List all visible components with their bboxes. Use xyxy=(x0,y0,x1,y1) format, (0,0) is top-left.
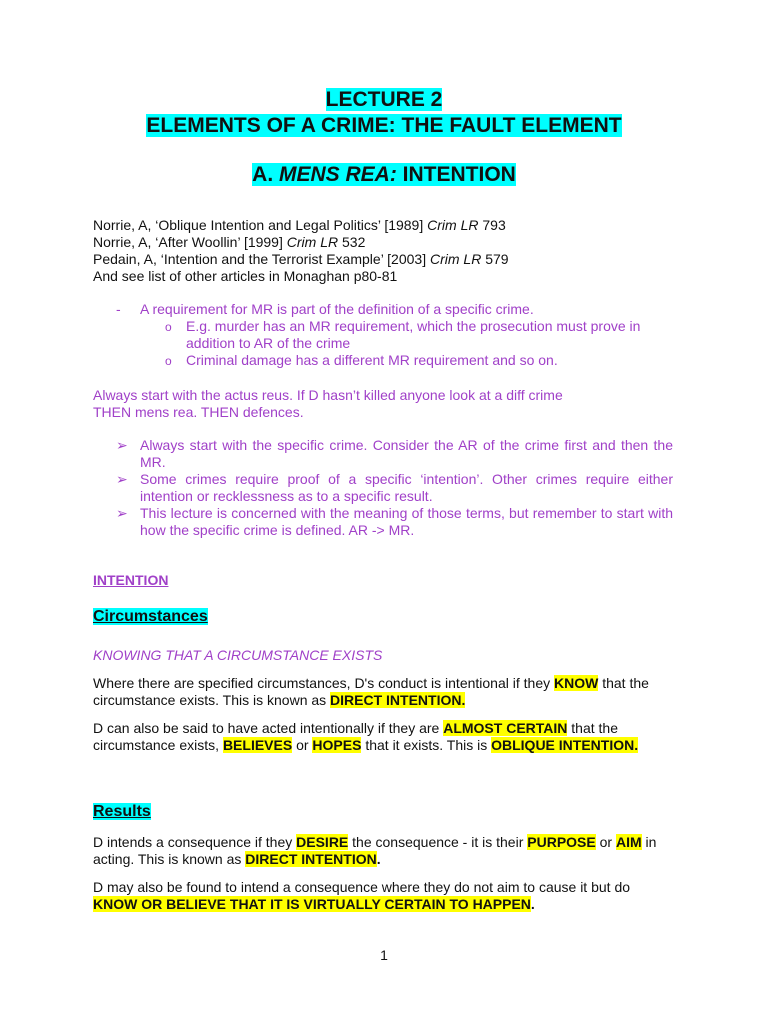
sub-marker: o xyxy=(165,320,172,334)
always-note-line1: Always start with the actus reus. If D hasn’t killed anyone look at a diff crime xyxy=(93,387,563,403)
results-paragraph-2: D may also be found to intend a consequence where they do not aim to cause it but do KNOW OR BELIEVE THAT IT IS VIRTUALLY CERTAIN TO HAPPEN. xyxy=(93,879,631,912)
reference-item: Norrie, A, ‘After Woollin’ [1999] Crim LR 532 xyxy=(93,234,366,250)
circumstances-paragraph-1: Where there are specified circumstances, D's conduct is intentional if they KNOW that the circumstance exists. This is known as DIRECT INTENTION. xyxy=(93,675,649,708)
arrow-item: Some crimes require proof of a specific ‘intention’. Other crimes require either intention or recklessness as to a specific result. xyxy=(140,471,673,504)
sub-marker: o xyxy=(165,354,172,368)
arrow-item: Always start with the specific crime. Consider the AR of the crime first and then the MR. xyxy=(140,437,673,470)
sub-note-2: Criminal damage has a different MR requirement and so on. xyxy=(186,352,558,368)
arrow-item: This lecture is concerned with the meaning of those terms, but remember to start with how the specific crime is defined. AR -> MR. xyxy=(140,505,673,538)
dash-marker: - xyxy=(116,301,121,317)
lecture-number: LECTURE 2 xyxy=(325,88,443,111)
section-heading xyxy=(252,163,516,186)
lecture-title xyxy=(0,87,768,113)
section-prefix: A. xyxy=(252,163,279,186)
page-number: 1 xyxy=(380,947,388,963)
lecture-subtitle xyxy=(0,113,768,139)
intention-heading: INTENTION xyxy=(93,572,169,588)
reference-item: Pedain, A, ‘Intention and the Terrorist Example’ [2003] Crim LR 579 xyxy=(93,251,509,267)
section-rest: INTENTION xyxy=(396,163,516,186)
arrow-bullet-icon: ➢ xyxy=(116,505,128,521)
section-title xyxy=(0,162,768,188)
arrow-bullet-icon: ➢ xyxy=(116,471,128,487)
section-italic: MENS REA: xyxy=(279,163,397,186)
reference-item: Norrie, A, ‘Oblique Intention and Legal Politics’ [1989] Crim LR 793 xyxy=(93,217,506,233)
sub-note-1: E.g. murder has an MR requirement, which the prosecution must prove in addition to AR of the crime xyxy=(186,318,641,351)
always-note-line2: THEN mens rea. THEN defences. xyxy=(93,404,304,420)
circumstances-subheading: KNOWING THAT A CIRCUMSTANCE EXISTS xyxy=(93,647,383,663)
arrow-bullet-icon: ➢ xyxy=(116,437,128,453)
reference-item: And see list of other articles in Monaghan p80-81 xyxy=(93,268,398,284)
lecture-topic: ELEMENTS OF A CRIME: THE FAULT ELEMENT xyxy=(146,114,622,137)
results-heading: Results xyxy=(93,803,151,820)
dash-note: A requirement for MR is part of the definition of a specific crime. xyxy=(140,301,534,317)
circumstances-paragraph-2: D can also be said to have acted intentionally if they are ALMOST CERTAIN that the circumstance exists, BELIEVES or HOPES that it exists. This is OBLIQUE INTENTION. xyxy=(93,720,639,753)
circumstances-heading: Circumstances xyxy=(93,608,208,625)
results-paragraph-1: D intends a consequence if they DESIRE the consequence - it is their PURPOSE or AIM in acting. This is known as DIRECT INTENTION. xyxy=(93,834,657,867)
